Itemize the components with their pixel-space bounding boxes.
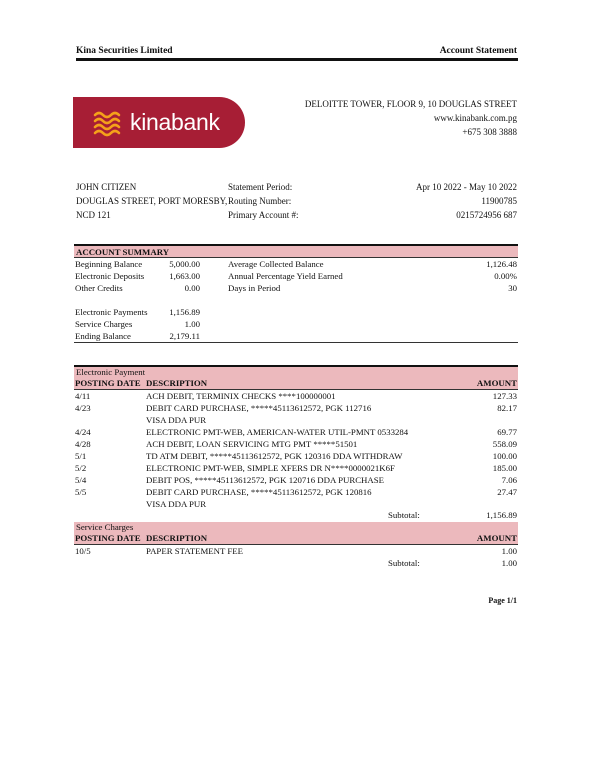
ep-amount: 27.47 <box>497 487 517 497</box>
ep-table-row <box>74 415 518 427</box>
ep-table-row <box>74 427 518 439</box>
ep-subtotal-label: Subtotal: <box>388 510 420 520</box>
primary-account-value: 0215724956 687 <box>456 210 517 220</box>
ep-description: DEBIT CARD PURCHASE, *****45113612572, PGK 120816 <box>146 487 372 497</box>
summary-row <box>74 271 200 283</box>
sc-amount: 1.00 <box>501 546 517 556</box>
ep-description: ACH DEBIT, TERMINIX CHECKS ****100000001 <box>146 391 336 401</box>
summary-value: 30 <box>508 283 517 293</box>
page-number: Page 1/1 <box>488 596 517 605</box>
routing-number-label: Routing Number: <box>228 196 292 206</box>
kina-shell-icon <box>91 107 123 139</box>
summary-row <box>228 271 518 283</box>
document-type: Account Statement <box>439 46 517 56</box>
ep-table-row <box>74 475 518 487</box>
ep-amount: 82.17 <box>497 403 517 413</box>
ep-amount: 127.33 <box>492 391 517 401</box>
ep-description: TD ATM DEBIT, *****45113612572, PGK 120316 DDA WITHDRAW <box>146 451 403 461</box>
statement-labels <box>228 180 299 222</box>
ep-col-description: DESCRIPTION <box>146 378 208 388</box>
customer-postcode: NCD 121 <box>76 210 111 220</box>
ep-table-row <box>74 463 518 475</box>
summary-title: ACCOUNT SUMMARY <box>76 247 170 257</box>
summary-label: Service Charges <box>75 319 133 329</box>
summary-row <box>74 283 200 295</box>
sc-description: PAPER STATEMENT FEE <box>146 546 244 556</box>
ep-col-amount: AMOUNT <box>476 378 517 388</box>
sc-header-rule <box>74 544 518 545</box>
ep-amount: 7.06 <box>501 475 517 485</box>
ep-section-title: Electronic Payment <box>76 367 146 377</box>
summary-value: 0.00 <box>184 283 200 293</box>
ep-table-row <box>74 439 518 451</box>
statement-period-value: Apr 10 2022 - May 10 2022 <box>416 182 517 192</box>
summary-value: 0.00% <box>494 271 517 281</box>
summary-label: Ending Balance <box>75 331 131 341</box>
summary-value: 1.00 <box>184 319 200 329</box>
ep-amount: 558.09 <box>492 439 517 449</box>
summary-label: Average Collected Balance <box>228 259 324 269</box>
ep-posting-date: 5/2 <box>75 463 87 473</box>
ep-description: VISA DDA PUR <box>146 499 207 509</box>
summary-label: Electronic Payments <box>75 307 148 317</box>
statement-period-label: Statement Period: <box>228 182 293 192</box>
ep-table-row <box>74 487 518 499</box>
sc-subtotal-label: Subtotal: <box>388 558 420 568</box>
summary-row <box>74 319 200 331</box>
sc-col-description: DESCRIPTION <box>146 533 208 543</box>
ep-description: ELECTRONIC PMT-WEB, SIMPLE XFERS DR N****0000021K6F <box>146 463 395 473</box>
sc-subtotal-row <box>74 558 518 570</box>
summary-label: Other Credits <box>75 283 123 293</box>
sc-subtotal-value: 1.00 <box>501 558 517 568</box>
summary-header-rule <box>74 257 518 258</box>
sc-section-title: Service Charges <box>76 522 134 532</box>
summary-row <box>228 259 518 271</box>
ep-description: DEBIT CARD PURCHASE, *****45113612572, PGK 112716 <box>146 403 372 413</box>
summary-value: 1,156.89 <box>169 307 200 317</box>
ep-posting-date: 5/1 <box>75 451 87 461</box>
ep-posting-date: 4/28 <box>75 439 91 449</box>
sc-table-row <box>74 546 518 558</box>
bank-address-line: DELOITTE TOWER, FLOOR 9, 10 DOUGLAS STREET <box>304 99 517 109</box>
bank-phone: +675 308 3888 <box>462 127 517 137</box>
summary-label: Annual Percentage Yield Earned <box>228 271 343 281</box>
logo-wordmark: kinabank <box>130 109 220 135</box>
sc-col-amount: AMOUNT <box>476 533 517 543</box>
ep-header-rule <box>74 389 518 390</box>
statement-values <box>416 180 517 222</box>
ep-posting-date: 5/4 <box>75 475 87 485</box>
summary-value: 5,000.00 <box>169 259 200 269</box>
summary-value: 2,179.11 <box>169 331 200 341</box>
customer-address <box>76 180 227 222</box>
company-name: Kina Securities Limited <box>76 46 173 56</box>
ep-table-row <box>74 451 518 463</box>
sc-posting-date: 10/5 <box>75 546 91 556</box>
summary-footer-rule <box>74 342 518 343</box>
routing-number-value: 11900785 <box>481 196 517 206</box>
bank-website: www.kinabank.com.pg <box>433 113 517 123</box>
summary-label: Electronic Deposits <box>75 271 145 281</box>
summary-row <box>74 259 200 271</box>
summary-label: Beginning Balance <box>75 259 143 269</box>
ep-posting-date: 4/11 <box>75 391 91 401</box>
summary-row <box>74 307 200 319</box>
customer-street: DOUGLAS STREET, PORT MORESBY, <box>76 196 228 206</box>
ep-col-date: POSTING DATE <box>75 378 141 388</box>
sc-col-date: POSTING DATE <box>75 533 141 543</box>
ep-description: ACH DEBIT, LOAN SERVICING MTG PMT *****51501 <box>146 439 358 449</box>
ep-description: DEBIT POS, *****45113612572, PGK 120716 DDA PURCHASE <box>146 475 385 485</box>
ep-subtotal-value: 1,156.89 <box>486 510 517 520</box>
ep-table-row <box>74 403 518 415</box>
ep-description: VISA DDA PUR <box>146 415 207 425</box>
summary-value: 1,663.00 <box>169 271 200 281</box>
ep-subtotal-row <box>74 510 518 522</box>
ep-table-row <box>74 391 518 403</box>
ep-amount: 69.77 <box>497 427 517 437</box>
ep-description: ELECTRONIC PMT-WEB, AMERICAN-WATER UTIL-PMNT 0533284 <box>146 427 409 437</box>
ep-posting-date: 4/23 <box>75 403 91 413</box>
ep-posting-date: 5/5 <box>75 487 87 497</box>
summary-value: 1,126.48 <box>486 259 517 269</box>
ep-posting-date: 4/24 <box>75 427 91 437</box>
summary-label: Days in Period <box>228 283 281 293</box>
ep-amount: 185.00 <box>492 463 517 473</box>
primary-account-label: Primary Account #: <box>228 210 299 220</box>
ep-amount: 100.00 <box>492 451 517 461</box>
header-divider <box>76 58 518 61</box>
customer-name: JOHN CITIZEN <box>76 182 137 192</box>
bank-address <box>257 97 517 139</box>
summary-row <box>228 283 518 295</box>
